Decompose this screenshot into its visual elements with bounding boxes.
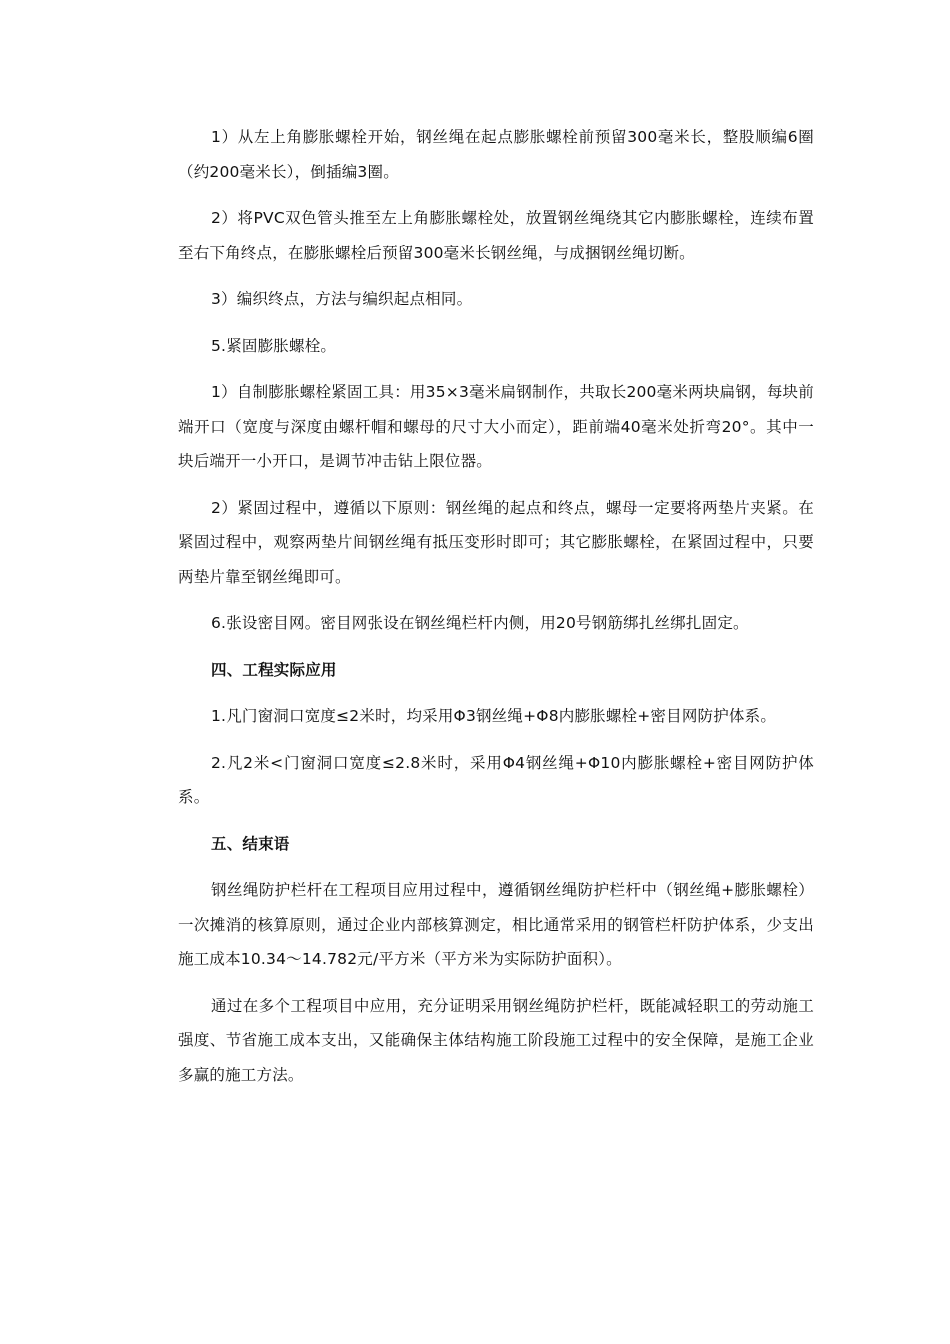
paragraph-application-1: 1.凡门窗洞口宽度≤2米时，均采用Φ3钢丝绳+Φ8内膨胀螺栓+密目网防护体系。 (211, 707, 777, 725)
paragraph-tightening-rules: 2）紧固过程中，遵循以下原则：钢丝绳的起点和终点，螺母一定要将两垫片夹紧。在紧固过程中，观察两垫片间钢丝绳有抵压变形时即可；其它膨胀螺栓，在紧固过程中，只要两垫片靠至钢丝绳即可。 (178, 498, 814, 586)
paragraph-pvc-routing: 2）将PVC双色管头推至左上角膨胀螺栓处，放置钢丝绳绕其它内膨胀螺栓，连续布置至右下角终点，在膨胀螺栓后预留300毫米长钢丝绳，与成捆钢丝绳切断。 (178, 209, 814, 262)
document-body (178, 120, 814, 1104)
section-heading-conclusion: 五、结束语 (211, 834, 290, 853)
section-heading-application: 四、工程实际应用 (211, 660, 337, 679)
paragraph-step-5: 5.紧固膨胀螺栓。 (211, 336, 337, 355)
paragraph-conclusion-benefits: 通过在多个工程项目中应用，充分证明采用钢丝绳防护栏杆，既能减轻职工的劳动施工强度、节省施工成本支出，又能确保主体结构施工阶段施工过程中的安全保障，是施工企业多赢的施工方法。 (178, 996, 814, 1084)
paragraph-tool-making: 1）自制膨胀螺栓紧固工具：用35×3毫米扁钢制作，共取长200毫米两块扁钢，每块前端开口（宽度与深度由螺杆帽和螺母的尺寸大小而定），距前端40毫米处折弯20°。其中一块后端开一小开口，是调节冲击钻上限位器。 (178, 383, 814, 470)
paragraph-step-6: 6.张设密目网。密目网张设在钢丝绳栏杆内侧，用20号钢筋绑扎丝绑扎固定。 (211, 614, 749, 632)
paragraph-conclusion-cost: 钢丝绳防护栏杆在工程项目应用过程中，遵循钢丝绳防护栏杆中（钢丝绳+膨胀螺栓）一次摊消的核算原则，通过企业内部核算测定，相比通常采用的钢管栏杆防护体系，少支出施工成本10.34～14.782元/平方米（平方米为实际防护面积）。 (178, 881, 814, 968)
paragraph-anchor-end: 3）编织终点，方法与编织起点相同。 (211, 290, 473, 308)
paragraph-application-2: 2.凡2米<门窗洞口宽度≤2.8米时，采用Φ4钢丝绳+Φ10内膨胀螺栓+密目网防护体系。 (178, 753, 814, 806)
paragraph-anchor-start: 1）从左上角膨胀螺栓开始，钢丝绳在起点膨胀螺栓前预留300毫米长，整股顺编6圈（约200毫米长），倒插编3圈。 (178, 128, 814, 181)
